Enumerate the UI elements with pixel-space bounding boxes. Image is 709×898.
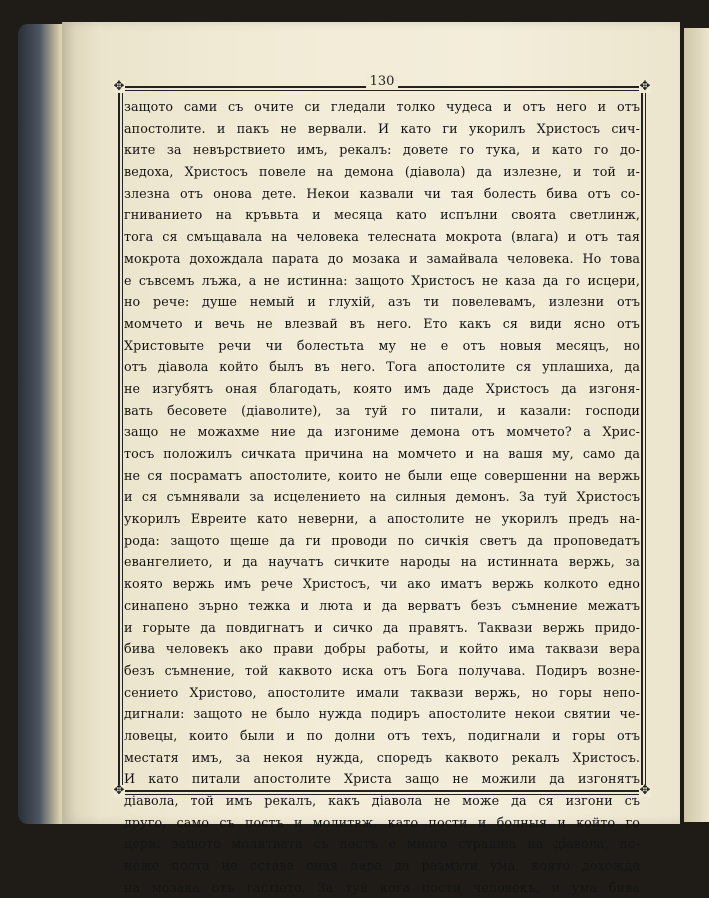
page-frame [113,72,651,895]
text-line: ловецы, които были и по долни отъ техъ, подигнали и горы отъ [124,727,640,743]
text-line: местатя имъ, за некоя нужда, споредъ каквото рекалъ Христосъ. [124,749,640,765]
text-line: злезна отъ онова дете. Некои казвали чи тая болесть бива отъ со- [124,185,640,201]
text-line: неже поста не остава оная пара да размъти ума, която дохожда [124,858,640,874]
text-line: безъ съмнение, той каквото иска отъ Бога получава. Подиръ возне- [124,662,640,678]
text-body [124,96,640,898]
frame-rule-left [118,86,123,792]
text-line: дiавола, той имъ рекалъ, какъ дiавола не може да ся изгони съ [124,793,640,808]
corner-ornament-icon: ✥ [113,79,125,94]
text-line: но рече: душе немый и глухiй, азъ ти повелевамъ, излезни отъ [124,294,640,310]
text-line: защо не можахме ние да изгониме демона отъ момчето? а Хрис- [124,424,640,440]
text-line: защото сами съ очите си гледали толко чудеса и отъ него и отъ [124,99,640,114]
text-line: рода: защото щеше да ги проводи по сичкiя светъ да проповедатъ [124,532,640,548]
text-line: и горыте да повдигнатъ и сичко да правятъ. Таквази вержь придо- [124,619,640,635]
text-line: ките за невърствието имъ, рекалъ: довете го тука, и като го до- [124,142,640,158]
text-line: тосъ положилъ сичката причина на момчето и на вашя му, само да [124,446,640,461]
text-line: отъ дiавола който былъ въ него. Тога апостолите ся уплашиха, да [124,359,640,375]
text-line: мокрота дохождала парата до мозака и замайвала человека. Но това [124,250,640,266]
corner-ornament-icon: ✥ [639,79,651,94]
text-line: цери: защото молитвата съ постъ е много страшна на дiавола, по- [124,836,640,852]
next-page-edge [684,28,709,822]
corner-ornament-icon: ✥ [639,783,651,798]
text-line: бива человекъ ако прави добры работы, и който има таквази вера [124,641,640,657]
frame-rule-right [641,86,646,792]
text-line: тога ся смъщавала на человека телесната мокрота (влага) и отъ тая [124,229,640,245]
text-line: Христовыте речи чи болестьта му не е отъ новыя месяцъ, но [124,337,640,353]
text-line: която вержь имъ рече Христосъ, чи ако иматъ вержь колкото едно [124,576,640,592]
text-line: вать бесовете (дiаволите), за туй го питали, и казали: господи [124,402,640,418]
text-line: укорилъ Евреите като неверни, а апостолите не укорилъ предъ на- [124,511,640,527]
text-line: гниванието на кръвьта и месяца като испълни своята светлинж, [124,207,640,223]
text-line: не ся посраматъ апостолите, които не были еще совершенни на вержь [124,467,640,483]
text-line: друго, само съ постъ и молитвж, като пости и болныя и който го [124,814,640,830]
page-number [118,74,646,89]
book-page [62,22,680,895]
text-line: сението Христово, апостолите имали таквази вержь, но горы непо- [124,684,640,700]
text-line: И като питали апостолите Христа защо не можили да изгонятъ [124,771,640,787]
text-line: ведоха, Христосъ повеле на демона (дiавола) да излезне, и той и- [124,164,640,180]
text-line: на мозака отъ гастiето. За туй кога пости человекъ, и ума бива [124,879,640,895]
text-line: момчето и вечь не влезвай въ него. Ето какъ ся види ясно отъ [124,315,640,331]
text-line: евангелието, и да научатъ сичките народы на истинната вержь, за [124,554,640,570]
text-line: синапено зърно тежка и люта и да верватъ безъ съмнение межатъ [124,597,640,613]
text-line: дигнали: защото не было нужда подиръ апостолите некои святии че- [124,706,640,722]
text-line: и ся съмнявали за исцелението на силныя демонъ. За туй Христосъ [124,489,640,505]
text-line: апостолите. и пакъ не вервали. И като ги укорилъ Христосъ сич- [124,120,640,136]
page-number-text: 130 [366,74,399,89]
text-line: не изгубятъ оная благодать, която имъ даде Христосъ да изгоня- [124,380,640,396]
corner-ornament-icon: ✥ [113,783,125,798]
text-line: е съвсемъ лъжа, а не истинна: защото Христосъ не каза да го исцери, [124,272,640,288]
